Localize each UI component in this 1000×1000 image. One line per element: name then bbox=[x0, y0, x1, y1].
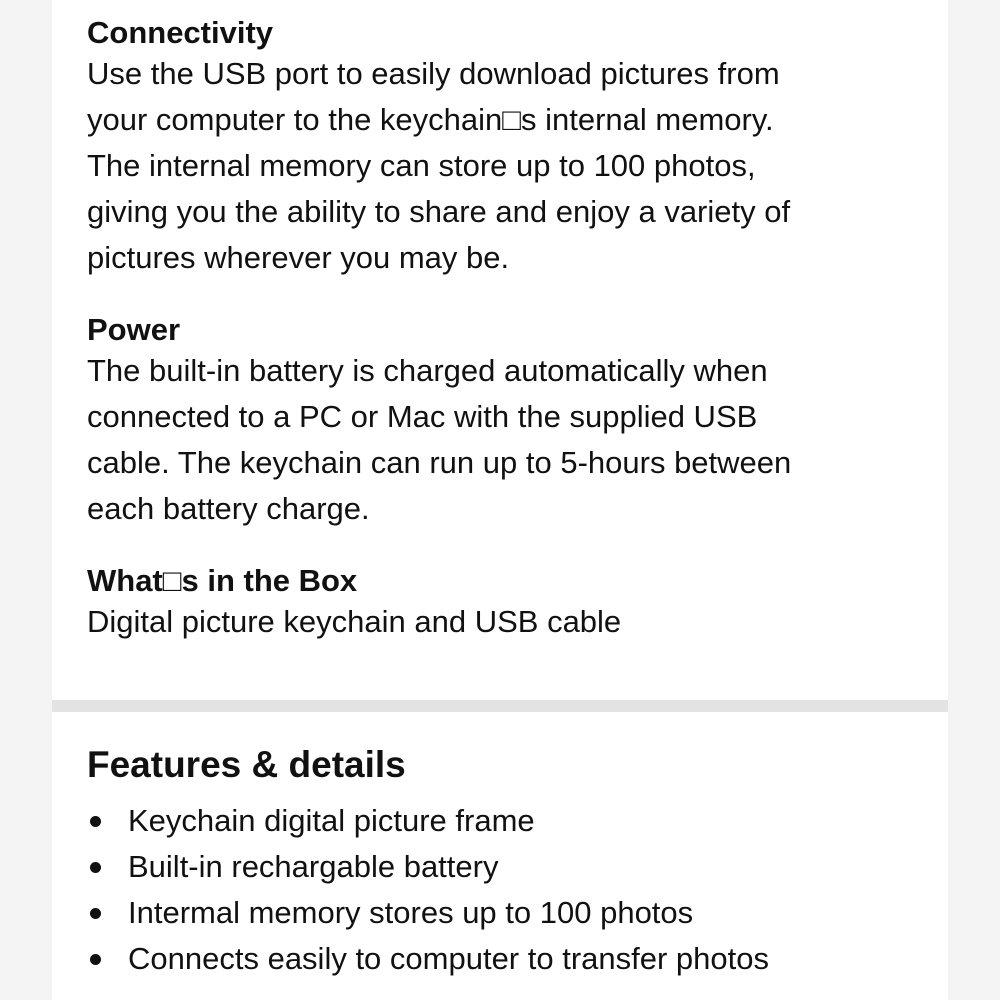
in-the-box-heading: What□s in the Box bbox=[87, 563, 358, 598]
power-section bbox=[87, 312, 937, 532]
bullet-icon bbox=[90, 954, 101, 965]
bullet-icon bbox=[90, 862, 101, 873]
in-the-box-section bbox=[87, 563, 937, 645]
power-heading: Power bbox=[87, 312, 181, 347]
feature-item-label: Intermal memory stores up to 100 photos bbox=[128, 895, 694, 930]
feature-item-label: Keychain digital picture frame bbox=[128, 803, 535, 838]
feature-item bbox=[87, 936, 769, 982]
connectivity-text: Use the USB port to easily download pictures from your computer to the keychain□s internal memory. The internal memory can store up to 100 photos, giving you the ability to share and enjoy a variety of pictures wherever you may be. bbox=[87, 56, 791, 275]
connectivity-section bbox=[87, 15, 937, 281]
features-title: Features & details bbox=[87, 744, 406, 785]
connectivity-heading: Connectivity bbox=[87, 15, 274, 50]
product-description-card bbox=[52, 0, 948, 700]
bullet-icon bbox=[90, 816, 101, 827]
feature-item-label: Built-in rechargable battery bbox=[128, 849, 499, 884]
feature-item bbox=[87, 890, 769, 936]
feature-item bbox=[87, 844, 769, 890]
features-list bbox=[87, 798, 769, 982]
feature-item-label: Connects easily to computer to transfer photos bbox=[128, 941, 769, 976]
features-card bbox=[52, 712, 948, 1000]
section-divider bbox=[52, 700, 948, 712]
in-the-box-text: Digital picture keychain and USB cable bbox=[87, 604, 622, 639]
bullet-icon bbox=[90, 908, 101, 919]
power-text: The built-in battery is charged automatically when connected to a PC or Mac with the supplied USB cable. The keychain can run up to 5-hours between each battery charge. bbox=[87, 353, 792, 526]
feature-item bbox=[87, 798, 769, 844]
